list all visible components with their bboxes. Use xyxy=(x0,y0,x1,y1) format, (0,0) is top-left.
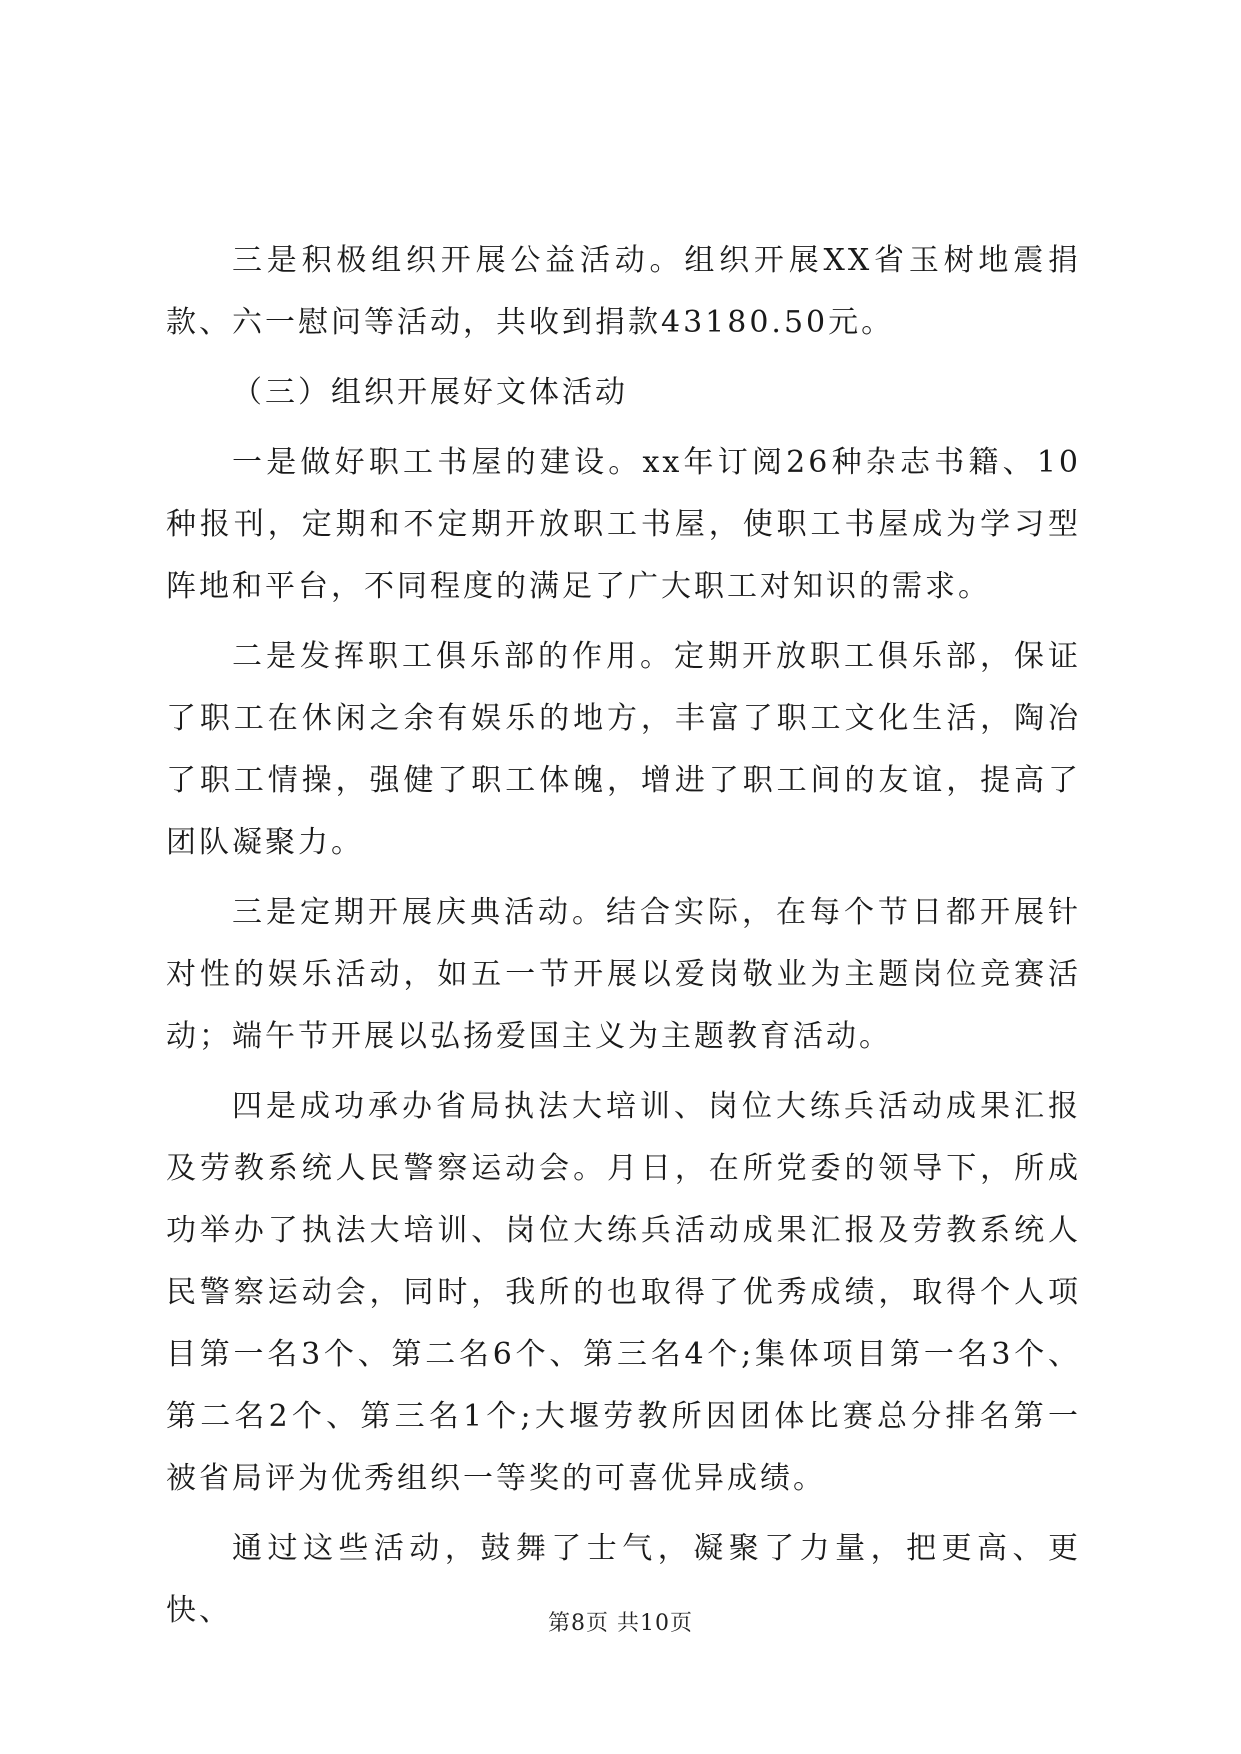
paragraph-summary: 通过这些活动，鼓舞了士气，凝聚了力量，把更高、更快、 xyxy=(166,1531,1081,1628)
paragraph-sports-meeting: 四是成功承办省局执法大培训、岗位大练兵活动成果汇报及劳教系统人民警察运动会。月日，在所党委的领导下，所成功举办了执法大培训、岗位大练兵活动成果汇报及劳教系统人民警察运动会，同时，我所的也取得了优秀成绩，取得个人项目第一名3个、第二名6个、第三名4个;集体项目第一名3个、第二名2个、第三名1个;大堰劳教所因团体比赛总分排名第一被省局评为优秀组织一等奖的可喜优异成绩。 xyxy=(166,1089,1081,1496)
paragraph-staff-club: 二是发挥职工俱乐部的作用。定期开放职工俱乐部，保证了职工在休闲之余有娱乐的地方，丰富了职工文化生活，陶冶了职工情操，强健了职工体魄，增进了职工间的友谊，提高了团队凝聚力。 xyxy=(166,639,1081,860)
section-heading-sports-culture: （三）组织开展好文体活动 xyxy=(232,375,628,410)
paragraph-public-welfare: 三是积极组织开展公益活动。组织开展XX省玉树地震捐款、六一慰问等活动，共收到捐款43180.50元。 xyxy=(166,243,1081,340)
document-body xyxy=(166,230,1081,1650)
page-number-footer: 第8页 共10页 xyxy=(548,1611,693,1636)
paragraph-festival-activities: 三是定期开展庆典活动。结合实际，在每个节日都开展针对性的娱乐活动，如五一节开展以爱岗敬业为主题岗位竞赛活动；端午节开展以弘扬爱国主义为主题教育活动。 xyxy=(166,895,1081,1054)
paragraph-staff-bookhouse: 一是做好职工书屋的建设。xx年订阅26种杂志书籍、10种报刊，定期和不定期开放职工书屋，使职工书屋成为学习型阵地和平台，不同程度的满足了广大职工对知识的需求。 xyxy=(166,445,1081,604)
